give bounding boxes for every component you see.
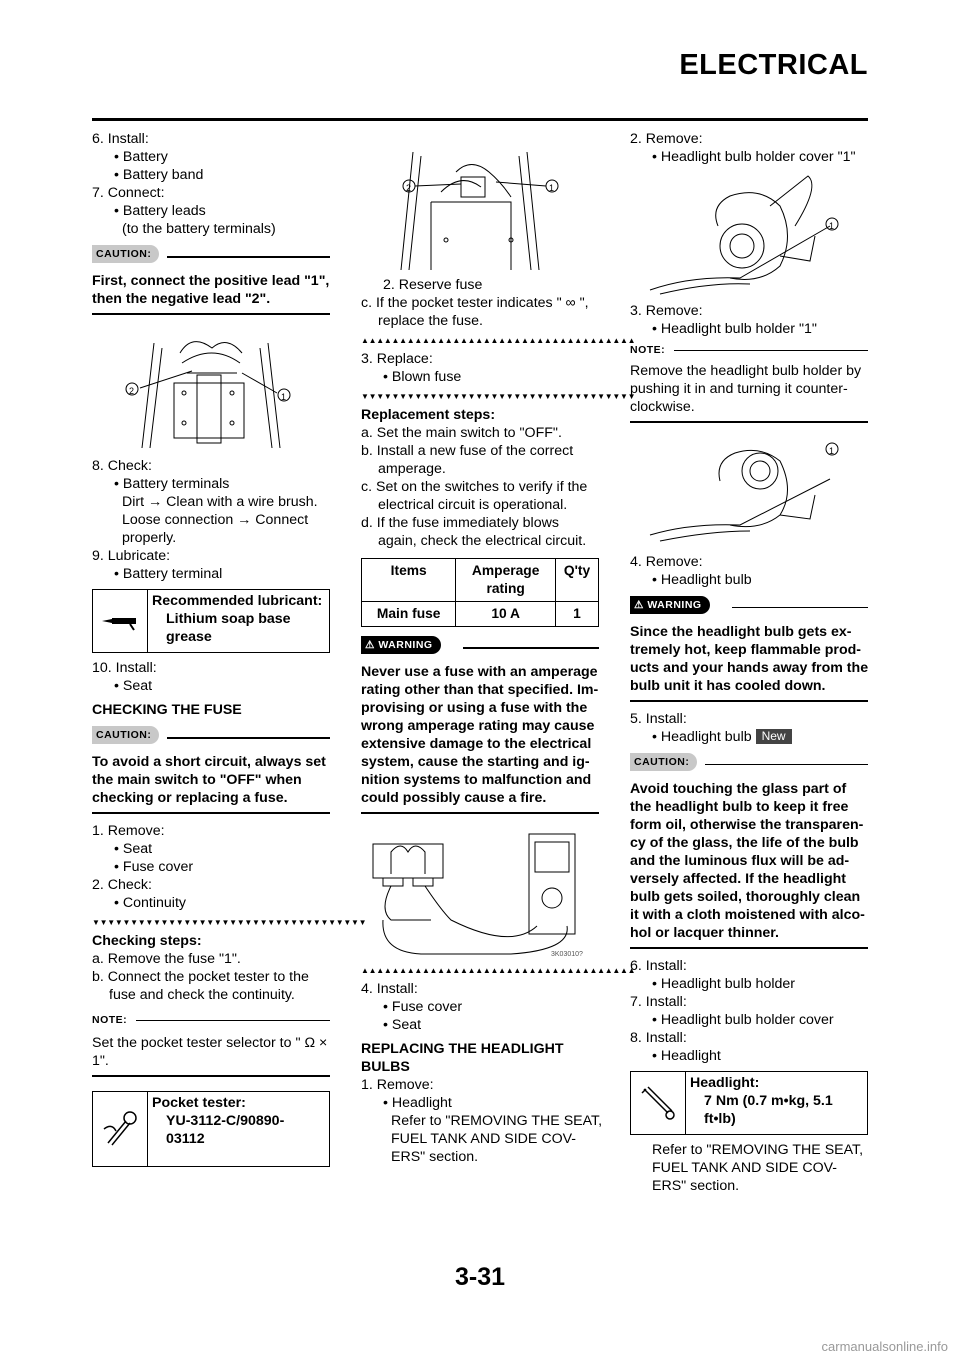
caution-end-rule — [92, 313, 330, 315]
step-text: a. Remove the fuse "1". — [92, 951, 241, 967]
step-text: 2. Check: — [92, 877, 152, 893]
caution-line — [705, 764, 868, 766]
step-text: 3. Remove: — [630, 303, 703, 319]
fuse-location-figure — [361, 142, 599, 270]
warning-line — [463, 647, 599, 649]
spec-value: YU-3112-C/90890- — [166, 1112, 285, 1129]
caution-text: To avoid a short circuit, always set — [92, 754, 326, 770]
step-text: 3. Replace: — [361, 351, 433, 367]
caution-header — [630, 752, 868, 774]
step-text: • Headlight bulb holder — [652, 975, 795, 992]
caution-text: versely affected. If the headlight — [630, 870, 847, 887]
step-text: • Headlight bulb holder "1" — [652, 321, 817, 337]
spec-value: grease — [166, 629, 212, 645]
note-text: Set the pocket tester selector to " Ω × — [92, 1035, 328, 1051]
step-text: replace the fuse. — [378, 313, 483, 329]
step-text: • Headlight — [383, 1095, 452, 1111]
step-text: • Seat — [114, 841, 153, 857]
spec-value: 7 Nm (0.7 m•kg, 5.1 — [704, 1092, 833, 1109]
torque-wrench-icon — [631, 1072, 686, 1134]
caution-text: First, connect the positive lead "1", — [92, 273, 330, 289]
note-header — [630, 340, 868, 356]
pocket-tester-box — [92, 1091, 330, 1167]
caution-header — [92, 725, 330, 747]
section-heading: BULBS — [361, 1059, 410, 1075]
steps-heading: Replacement steps: — [361, 407, 496, 423]
spec-label: Recommended lubricant: — [152, 593, 323, 609]
caution-line — [167, 737, 330, 739]
new-part-badge: New — [756, 729, 792, 744]
caution-text: form oil, otherwise the transparen- — [630, 816, 864, 833]
spec-value: 03112 — [166, 1130, 205, 1147]
note-text: 1". — [92, 1053, 109, 1069]
headlight-cover-figure — [630, 166, 868, 296]
callout-2: 2 — [406, 183, 412, 193]
step-text: b. Install a new fuse of the correct — [361, 443, 574, 459]
step-text: • Battery — [114, 149, 168, 165]
caution-text: cy of the glass, the life of the bulb — [630, 834, 859, 851]
watermark: carmanualsonline.info — [821, 1339, 948, 1354]
warning-text: system, cause the starting and ig- — [361, 754, 590, 770]
fuse-spec-table — [361, 558, 599, 627]
special-tool-icon — [93, 1092, 148, 1166]
page-title: ELECTRICAL — [679, 49, 868, 81]
callout-1: 1 — [549, 183, 555, 193]
note-end-rule — [92, 1075, 330, 1077]
step-text: fuse and check the continuity. — [109, 987, 295, 1003]
step-text: • Battery terminals — [114, 476, 230, 492]
table-header: Items — [362, 559, 456, 602]
step-text: • Headlight bulb New — [630, 728, 868, 746]
spec-value: Lithium soap base — [166, 611, 291, 627]
step-text: properly. — [122, 530, 177, 546]
warning-text: extensive damage to the electrical — [361, 736, 592, 752]
callout-1: 1 — [829, 221, 835, 231]
step-text: Dirt → Clean with a wire brush. — [122, 494, 318, 510]
header-rule — [92, 118, 868, 121]
warning-text: tremely hot, keep flammable prod- — [630, 641, 861, 658]
warning-line — [732, 607, 868, 609]
step-text: 6. Install: — [92, 131, 149, 147]
step-text: • Blown fuse — [383, 369, 462, 385]
steps-heading: Checking steps: — [92, 933, 202, 949]
caution-text: hol or lacquer thinner. — [630, 924, 779, 941]
caution-text: the headlight bulb to keep it free — [630, 798, 849, 815]
caution-tag: CAUTION: — [630, 753, 697, 771]
caution-text: the main switch to "OFF" when — [92, 772, 302, 788]
step-text: electrical circuit is operational. — [378, 497, 568, 513]
warning-text: nition systems to malfunction and — [361, 772, 592, 788]
step-text: 8. Install: — [630, 1029, 687, 1046]
callout-1: 1 — [829, 445, 835, 456]
legend-text: 2. Reserve fuse — [383, 277, 483, 293]
table-header: Q'ty — [555, 559, 598, 602]
torque-spec-box — [630, 1071, 868, 1135]
table-cell: 1 — [555, 602, 598, 627]
spec-value: ft•lb) — [704, 1110, 736, 1127]
warning-text: Never use a fuse with an amperage — [361, 664, 598, 680]
caution-text: then the negative lead "2". — [92, 291, 271, 307]
caution-text: and the luminous flux will be ad- — [630, 852, 850, 869]
callout-2: 2 — [129, 386, 135, 396]
caution-end-rule — [92, 812, 330, 814]
step-text: FUEL TANK AND SIDE COV- — [391, 1131, 577, 1147]
note-line — [136, 1020, 330, 1021]
step-text: Refer to "REMOVING THE SEAT, — [391, 1113, 603, 1129]
step-text: • Seat — [114, 678, 153, 694]
step-text: • Seat — [383, 1017, 422, 1033]
fuse-tester-figure — [361, 830, 599, 960]
note-tag: NOTE: — [630, 344, 666, 356]
warning-text: Since the headlight bulb gets ex- — [630, 623, 852, 640]
caution-tag: CAUTION: — [92, 245, 159, 263]
warning-tag: ⚠ WARNING — [361, 636, 441, 654]
table-header: Amperage rating — [456, 559, 556, 602]
column-2 — [361, 142, 636, 1166]
table-cell: Main fuse — [362, 602, 456, 627]
step-text: 2. Remove: — [630, 131, 703, 147]
step-text: Loose connection → Connect — [122, 512, 309, 528]
spec-label: Pocket tester: — [152, 1094, 246, 1111]
step-text: 7. Connect: — [92, 185, 165, 201]
step-text: c. If the pocket tester indicates " ∞ ", — [361, 295, 589, 311]
step-text: 5. Install: — [630, 710, 687, 727]
warning-triangle-icon: ⚠ — [365, 639, 379, 651]
note-header — [92, 1010, 330, 1028]
caution-text: checking or replacing a fuse. — [92, 790, 288, 806]
step-text: • Headlight bulb — [652, 571, 752, 588]
step-text: amperage. — [378, 461, 446, 477]
warning-end-rule — [361, 812, 599, 814]
warning-triangle-icon: ⚠ — [634, 598, 648, 611]
warning-text: could possibly cause a fire. — [361, 790, 547, 806]
step-text: 10. Install: — [92, 660, 157, 676]
note-text: Remove the headlight bulb holder by — [630, 363, 862, 379]
step-text: 4. Install: — [361, 981, 418, 997]
page-number: 3-31 — [454, 1263, 506, 1291]
steps-end-marker: ▲▲▲▲▲▲▲▲▲▲▲▲▲▲▲▲▲▲▲▲▲▲▲▲▲▲▲▲▲▲▲▲▲▲▲▲ — [361, 336, 636, 345]
caution-text: it with a cloth moistened with alco- — [630, 906, 865, 923]
headlight-holder-figure — [630, 431, 868, 549]
caution-text: Avoid touching the glass part of — [630, 780, 847, 797]
warning-end-rule — [630, 700, 868, 702]
warning-header — [361, 635, 599, 657]
warning-text: ucts and your hands away from the — [630, 659, 869, 676]
caution-text: bulb gets soiled, thoroughly clean — [630, 888, 861, 905]
step-text: • Headlight bulb holder cover "1" — [652, 149, 856, 165]
step-text: • Headlight bulb holder cover — [652, 1011, 834, 1028]
section-heading: CHECKING THE FUSE — [92, 702, 242, 718]
step-text: ERS" section. — [391, 1149, 479, 1165]
step-text: 9. Lubricate: — [92, 548, 171, 564]
grease-gun-icon — [93, 590, 148, 652]
table-cell: 10 A — [456, 602, 556, 627]
column-1 — [92, 130, 367, 1173]
step-text: again, check the electrical circuit. — [378, 533, 587, 549]
step-text: 1. Remove: — [92, 823, 165, 839]
step-text: 4. Remove: — [630, 553, 703, 570]
warning-text: bulb unit it has cooled down. — [630, 677, 826, 694]
warning-header — [630, 595, 868, 617]
steps-start-marker: ▼▼▼▼▼▼▼▼▼▼▼▼▼▼▼▼▼▼▼▼▼▼▼▼▼▼▼▼▼▼▼▼▼▼▼▼ — [361, 392, 636, 401]
note-end-rule — [630, 421, 868, 423]
step-text: • Fuse cover — [114, 859, 194, 875]
step-text: 6. Install: — [630, 957, 687, 974]
step-text: (to the battery terminals) — [122, 221, 276, 237]
step-text: FUEL TANK AND SIDE COV- — [652, 1159, 838, 1176]
step-text: d. If the fuse immediately blows — [361, 515, 559, 531]
step-text: • Headlight — [652, 1047, 721, 1064]
note-text: pushing it in and turning it counter- — [630, 381, 848, 397]
battery-figure — [92, 323, 330, 453]
column-3 — [630, 130, 868, 1195]
caution-tag: CAUTION: — [92, 726, 159, 744]
step-text: • Battery leads — [114, 203, 206, 219]
callout-1: 1 — [281, 392, 287, 402]
note-line — [674, 350, 868, 351]
steps-end-marker: ▲▲▲▲▲▲▲▲▲▲▲▲▲▲▲▲▲▲▲▲▲▲▲▲▲▲▲▲▲▲▲▲▲▲▲▲ — [361, 966, 636, 975]
section-heading: REPLACING THE HEADLIGHT — [361, 1041, 564, 1057]
step-text: • Battery terminal — [114, 566, 223, 582]
step-text: Refer to "REMOVING THE SEAT, — [652, 1141, 864, 1158]
step-text: • Fuse cover — [383, 999, 463, 1015]
lubricant-spec-box — [92, 589, 330, 653]
warning-text: provising or using a fuse with the — [361, 700, 588, 716]
step-text: 1. Remove: — [361, 1077, 434, 1093]
note-text: clockwise. — [630, 399, 695, 415]
figure-code: 3K03010? — [551, 951, 583, 958]
warning-tag: ⚠ WARNING — [630, 596, 710, 614]
warning-text: rating other than that specified. Im- — [361, 682, 599, 698]
step-text: • Continuity — [114, 895, 186, 911]
spec-label: Headlight: — [690, 1074, 760, 1091]
step-text: • Battery band — [114, 167, 204, 183]
step-text: a. Set the main switch to "OFF". — [361, 425, 562, 441]
caution-line — [167, 256, 330, 258]
step-text: c. Set on the switches to verify if the — [361, 479, 588, 495]
warning-text: wrong amperage rating may cause — [361, 718, 595, 734]
step-text: 7. Install: — [630, 993, 687, 1010]
step-text: ERS" section. — [652, 1177, 740, 1194]
steps-start-marker: ▼▼▼▼▼▼▼▼▼▼▼▼▼▼▼▼▼▼▼▼▼▼▼▼▼▼▼▼▼▼▼▼▼▼▼▼ — [92, 918, 367, 927]
caution-header — [92, 244, 330, 266]
note-tag: NOTE: — [92, 1014, 128, 1026]
caution-end-rule — [630, 947, 868, 949]
step-text: b. Connect the pocket tester to the — [92, 969, 309, 985]
step-text: 8. Check: — [92, 458, 152, 474]
